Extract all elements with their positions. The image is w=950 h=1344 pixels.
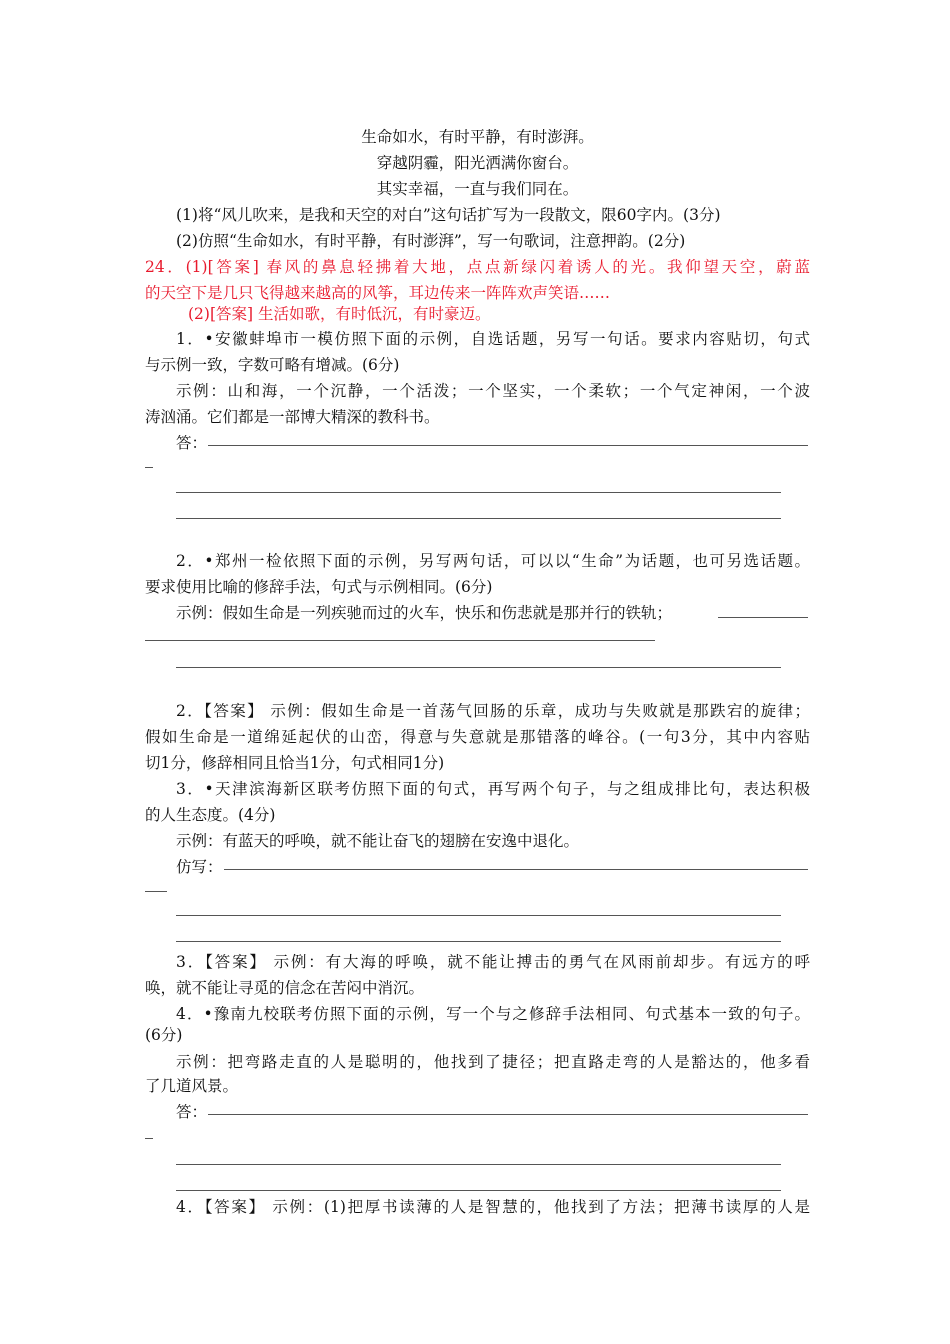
question-23-sub1: (1)将“风儿吹来，是我和天空的对白”这句话扩写为一段散文，限60字内。(3分) (176, 206, 721, 224)
answer-blank-line[interactable] (176, 915, 781, 916)
poem-line-3: 其实幸福，一直与我们同在。 (376, 180, 579, 198)
question-1-line-1: 1．•安徽蚌埠市一模仿照下面的示例，自选话题，另写一句话。要求内容贴切，句式 (176, 330, 810, 348)
question-1-answer-label: 答： (176, 434, 208, 452)
question-3-line-1: 3．•天津滨海新区联考仿照下面的句式，再写两个句子，与之组成排比句，表达积极 (176, 780, 810, 798)
question-2-line-2: 要求使用比喻的修辞手法，句式与示例相同。(6分) (145, 578, 493, 596)
question-2-example: 示例：假如生命是一列疾驰而过的火车，快乐和伤悲就是那并行的铁轨； (176, 604, 673, 622)
question-3-answer-label: 仿写： (176, 858, 223, 876)
poem-line-1: 生命如水，有时平静，有时澎湃。 (361, 128, 594, 146)
answer-blank-line[interactable] (176, 941, 781, 942)
answer-24-line-1: 24．(1)[答案] 春风的鼻息轻拂着大地，点点新绿闪着诱人的光。我仰望天空，蔚蓝 (145, 258, 810, 276)
answer-24-line-2: 的天空下是几只飞得越来越高的风筝，耳边传来一阵阵欢声笑语…… (145, 284, 611, 302)
answer-blank-line[interactable] (208, 445, 808, 446)
question-3-line-2: 的人生态度。(4分) (145, 806, 276, 824)
answer-3-line-2: 唤，就不能让寻觅的信念在苦闷中消沉。 (145, 979, 425, 997)
answer-blank-line[interactable] (145, 891, 167, 892)
answer-2-line-2: 假如生命是一道绵延起伏的山峦，得意与失意就是那错落的峰谷。(一句3分，其中内容贴 (145, 728, 810, 746)
question-4-example-line-1: 示例：把弯路走直的人是聪明的，他找到了捷径；把直路走弯的人是豁达的，他多看 (176, 1053, 810, 1071)
answer-blank-line[interactable] (176, 1164, 781, 1165)
answer-blank-line[interactable] (145, 1138, 153, 1139)
answer-blank-line[interactable] (208, 1114, 808, 1115)
question-4-line-1: 4．•豫南九校联考仿照下面的示例，写一个与之修辞手法相同、句式基本一致的句子。 (176, 1005, 810, 1023)
answer-blank-line[interactable] (145, 467, 153, 468)
answer-blank-line[interactable] (224, 869, 808, 870)
question-4-example-line-2: 了几道风景。 (145, 1077, 239, 1095)
answer-blank-line[interactable] (145, 640, 655, 641)
answer-blank-line[interactable] (176, 518, 781, 519)
answer-blank-line[interactable] (718, 617, 808, 618)
question-4-answer-label: 答： (176, 1103, 208, 1121)
question-23-sub2: (2)仿照“生命如水，有时平静，有时澎湃”，写一句歌词，注意押韵。(2分) (176, 232, 686, 250)
answer-4-line-1: 4．【答案】 示例：(1)把厚书读薄的人是智慧的，他找到了方法；把薄书读厚的人是 (176, 1198, 810, 1216)
question-4-line-2: (6分) (145, 1026, 183, 1044)
question-3-example: 示例：有蓝天的呼唤，就不能让奋飞的翅膀在安逸中退化。 (176, 832, 580, 850)
answer-blank-line[interactable] (176, 492, 781, 493)
answer-3-line-1: 3．【答案】 示例：有大海的呼唤，就不能让搏击的勇气在风雨前却步。有远方的呼 (176, 953, 810, 971)
answer-blank-line[interactable] (176, 667, 781, 668)
question-1-example-line-1: 示例：山和海，一个沉静，一个活泼；一个坚实，一个柔软；一个气定神闲，一个波 (176, 382, 810, 400)
question-1-line-2: 与示例一致，字数可略有增减。(6分) (145, 356, 400, 374)
answer-2-line-1: 2．【答案】 示例：假如生命是一首荡气回肠的乐章，成功与失败就是那跌宕的旋律； (176, 702, 810, 720)
question-1-example-line-2: 涛汹涌。它们都是一部博大精深的教科书。 (145, 408, 440, 426)
question-2-line-1: 2．•郑州一检依照下面的示例，另写两句话，可以以“生命”为话题，也可另选话题。 (176, 552, 810, 570)
answer-blank-line[interactable] (176, 1190, 781, 1191)
answer-24-line-3: (2)[答案] 生活如歌，有时低沉，有时豪迈。 (188, 305, 491, 323)
poem-line-2: 穿越阴霾，阳光洒满你窗台。 (376, 154, 579, 172)
answer-2-line-3: 切1分，修辞相同且恰当1分，句式相同1分) (145, 754, 445, 772)
